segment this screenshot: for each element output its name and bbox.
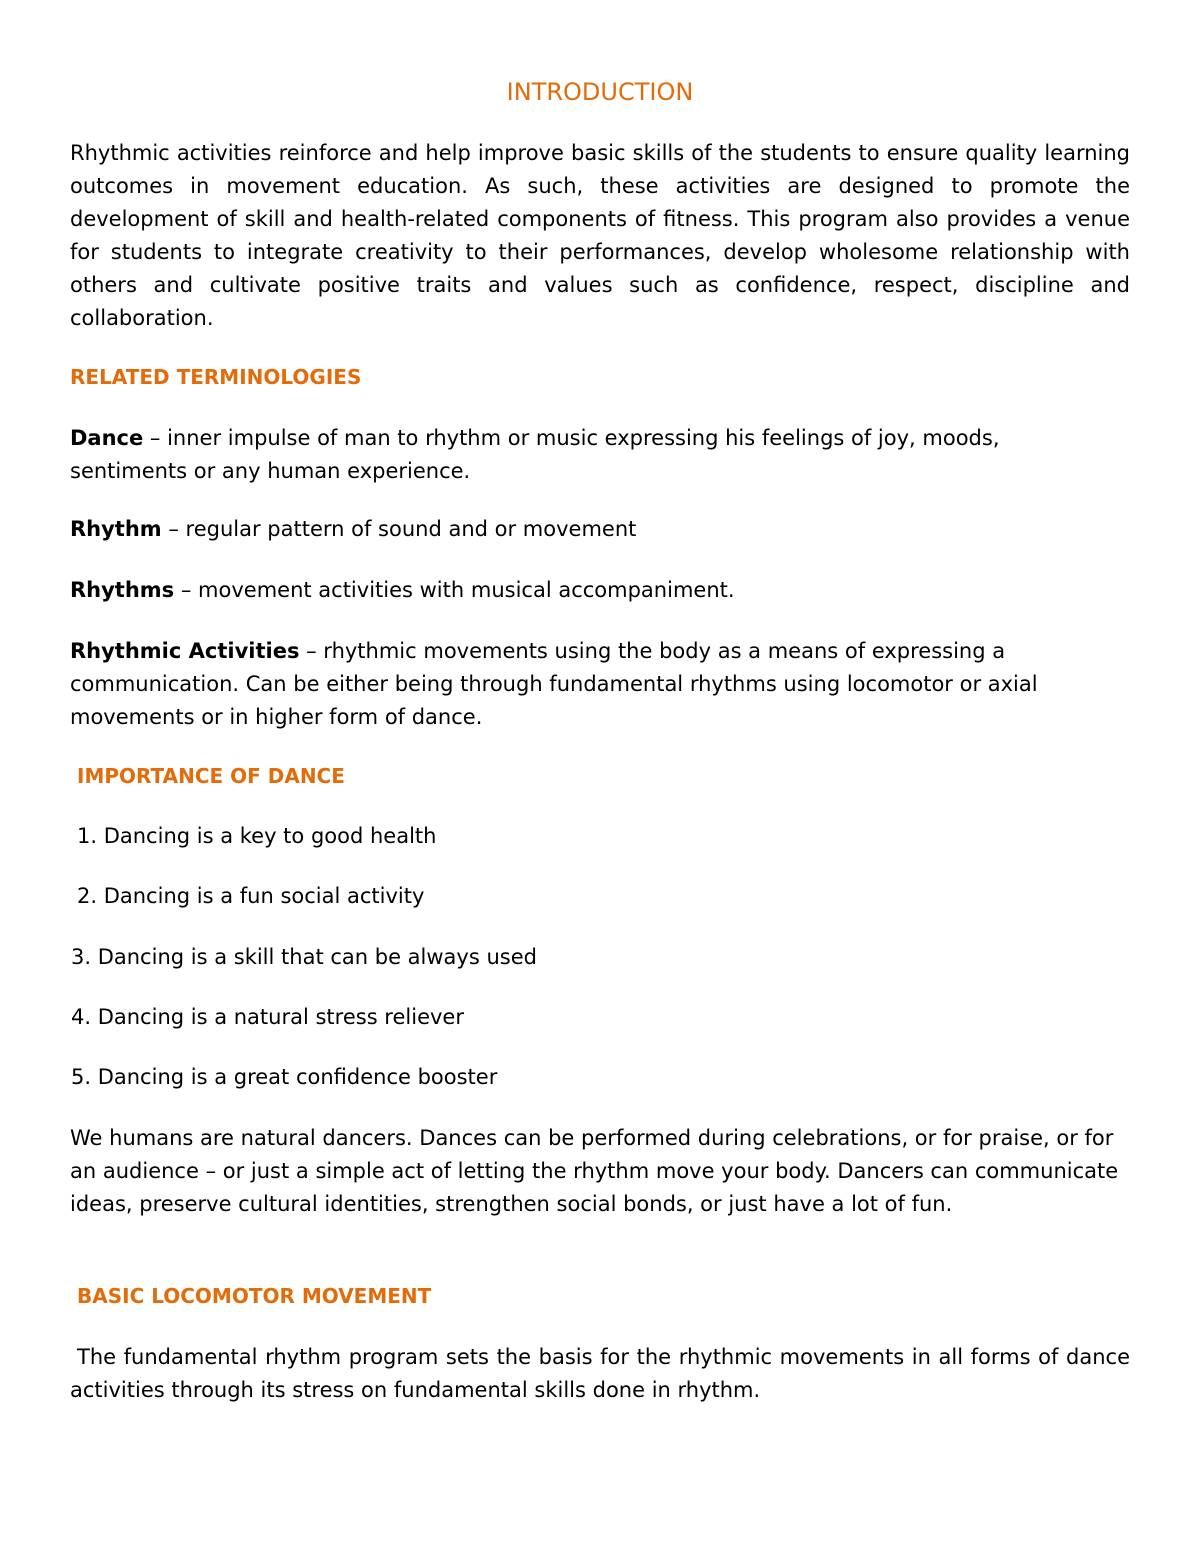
section-heading-related-terminologies: RELATED TERMINOLOGIES bbox=[70, 365, 362, 389]
term-definition-dance bbox=[70, 422, 1070, 488]
importance-list-item: 2. Dancing is a fun social activity bbox=[77, 884, 425, 908]
term-label: Dance bbox=[70, 426, 144, 450]
term-text: – movement activities with musical accompaniment. bbox=[174, 578, 735, 602]
term-text: – rhythmic movements using the body as a means of expressing a communication. Can be either being through fundamental rhythms using locomotor or axial movements or in higher form of dance. bbox=[70, 639, 1038, 729]
locomotor-paragraph: The fundamental rhythm program sets the basis for the rhythmic movements in all forms of dance activities through its stress on fundamental skills done in rhythm. bbox=[70, 1345, 1130, 1402]
intro-paragraph: Rhythmic activities reinforce and help improve basic skills of the students to ensure quality learning outcomes in movement education. As such, these activities are designed to promote the development of skill and health-related components of fitness. This program also provides a venue for students to integrate creativity to their performances, develop wholesome relationship with others and cultivate positive traits and values such as confidence, respect, discipline and collaboration. bbox=[70, 141, 1130, 330]
importance-list-item: 3. Dancing is a skill that can be always used bbox=[71, 945, 537, 969]
term-text: – inner impulse of man to rhythm or music expressing his feelings of joy, moods, sentiments or any human experience. bbox=[70, 426, 1000, 483]
term-text: – regular pattern of sound and or movement bbox=[161, 517, 637, 541]
page-title: INTRODUCTION bbox=[506, 78, 694, 106]
term-label: Rhythms bbox=[70, 578, 175, 602]
importance-list-item: 4. Dancing is a natural stress reliever bbox=[71, 1005, 464, 1029]
term-label: Rhythm bbox=[70, 517, 162, 541]
term-label: Rhythmic Activities bbox=[70, 639, 300, 663]
importance-list-item: 1. Dancing is a key to good health bbox=[77, 824, 437, 848]
dancers-paragraph: We humans are natural dancers. Dances can be performed during celebrations, or for praise, or for an audience – or just a simple act of letting the rhythm move your body. Dancers can communicate ideas, preserve cultural identities, strengthen social bonds, or just have a lot of fun. bbox=[70, 1126, 1119, 1216]
section-heading-importance-of-dance: IMPORTANCE OF DANCE bbox=[77, 764, 345, 788]
term-definition-rhythmic-activities bbox=[70, 635, 1080, 734]
term-definition-rhythms bbox=[70, 574, 1130, 607]
term-definition-rhythm bbox=[70, 513, 1130, 546]
section-heading-basic-locomotor-movement: BASIC LOCOMOTOR MOVEMENT bbox=[77, 1284, 432, 1308]
importance-list-item: 5. Dancing is a great confidence booster bbox=[71, 1065, 498, 1089]
